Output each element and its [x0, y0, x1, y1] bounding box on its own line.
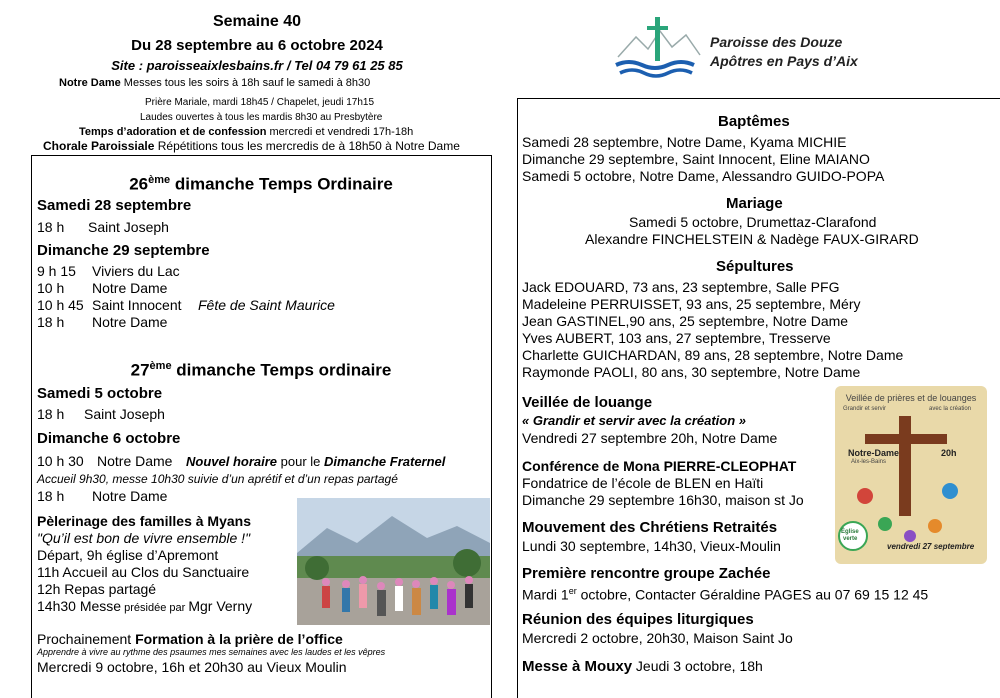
row-place: Viviers du Lac: [92, 263, 180, 279]
poster-city: Aix-les-Bains: [851, 459, 887, 465]
sunday27-rest: dimanche Temps ordinaire: [171, 360, 392, 380]
veillee-sub: « Grandir et servir avec la création »: [522, 413, 747, 428]
conf-line2: Dimanche 29 septembre 16h30, maison st Jo: [522, 492, 804, 508]
pilgrims-photo-icon: [297, 498, 490, 625]
bapteme-3: Samedi 5 octobre, Notre Dame, Alessandro GUIDO-POPA: [522, 168, 885, 184]
nd-text: Messes tous les soirs à 18h sauf le samedi à 8h30: [120, 77, 371, 89]
sunday27-num: 27: [130, 360, 150, 380]
sat5-row: [37, 406, 165, 423]
sat28-row: [37, 219, 169, 236]
mariage-title: Mariage: [726, 195, 783, 212]
presided-by: présidée par: [121, 602, 189, 614]
priere-line: Prière Mariale, mardi 18h45 / Chapelet, jeudi 17h15: [145, 97, 375, 108]
parish-logo: [614, 17, 704, 87]
formation-sub: Apprendre à vivre au rythme des psaumes mes semaines avec les laudes et les vêpres: [37, 647, 386, 657]
bishop-name: Mgr Verny: [188, 598, 253, 614]
sun6-row-1: [37, 453, 445, 470]
poster-time: 20h: [941, 448, 957, 458]
equipes-title: Réunion des équipes liturgiques: [522, 611, 754, 628]
chorale-line: [43, 138, 460, 155]
row-time: 18 h: [37, 406, 65, 422]
poster-sub-left: Grandir et servir: [843, 406, 887, 412]
row-place: Saint Innocent: [92, 297, 182, 313]
sunday27-heading: [0, 358, 522, 379]
row-time: 9 h 15: [37, 263, 76, 279]
chorale-label: Chorale Paroissiale: [43, 139, 155, 153]
sat28-heading: Samedi 28 septembre: [37, 197, 192, 214]
veillee-poster: [835, 386, 987, 564]
laudes-line: Laudes ouvertes à tous les mardis 8h30 au Presbytère: [140, 112, 383, 123]
sun29-row-1: [37, 263, 180, 280]
veillee-title: Veillée de louange: [522, 394, 653, 411]
row-time: 10 h 45: [37, 297, 84, 313]
row-mid: pour le: [277, 454, 325, 469]
notre-dame-line: [59, 75, 370, 92]
week-dates: Du 28 septembre au 6 octobre 2024: [131, 37, 383, 54]
conf-line1: Fondatrice de l’école de BLEN en Haïti: [522, 475, 764, 491]
baptemes-title: Baptêmes: [718, 113, 790, 130]
bapteme-2: Dimanche 29 septembre, Saint Innocent, Eline MAIANO: [522, 151, 870, 167]
logo-line1: Paroisse des Douze: [710, 34, 843, 50]
sunday27-sup: ème: [149, 360, 172, 372]
sepulture-1: Jack EDOUARD, 73 ans, 23 septembre, Salle PFG: [522, 279, 840, 295]
row-time: 10 h 30: [37, 453, 84, 469]
row-time: 18 h: [37, 314, 65, 330]
row-place: Saint Joseph: [84, 406, 165, 422]
poster-place: Notre-Dame: [848, 448, 900, 458]
pelerinage-title: Pèlerinage des familles à Myans: [37, 513, 251, 529]
mariage-1: Samedi 5 octobre, Drumettaz-Clarafond: [629, 214, 877, 230]
sunday26-rest: dimanche Temps Ordinaire: [170, 174, 393, 194]
poster-sub-right: avec la création: [929, 406, 972, 412]
sun6-heading: Dimanche 6 octobre: [37, 430, 181, 447]
nd-label: Notre Dame: [59, 77, 121, 89]
formation-pre: Prochainement: [37, 631, 136, 647]
row-time: 18 h: [37, 488, 65, 504]
sunday26-num: 26: [129, 174, 149, 194]
pelerinage-line-2: 11h Accueil au Clos du Sanctuaire: [37, 564, 250, 580]
poster-badge1: Église: [841, 529, 859, 535]
sepulture-2: Madeleine PERRUISSET, 93 ans, 25 septembre, Méry: [522, 296, 861, 312]
sun29-row-3: [37, 297, 335, 314]
mouxy-text: Jeudi 3 octobre, 18h: [632, 658, 763, 674]
pelerinage-line-3: 12h Repas partagé: [37, 581, 157, 597]
row-time: 18 h: [37, 219, 65, 235]
sun29-heading: Dimanche 29 septembre: [37, 242, 210, 259]
row-place: Notre Dame: [92, 314, 168, 330]
sepulture-6: Raymonde PAOLI, 80 ans, 30 septembre, Notre Dame: [522, 364, 861, 380]
mcr-line: Lundi 30 septembre, 14h30, Vieux-Moulin: [522, 538, 781, 554]
mouxy-title: Messe à Mouxy: [522, 658, 633, 675]
adoration-text: mercredi et vendredi 17h-18h: [266, 126, 414, 138]
pelerinage-quote: "Qu’il est bon de vivre ensemble !": [37, 530, 251, 546]
veillee-date: Vendredi 27 septembre 20h, Notre Dame: [522, 430, 778, 446]
row-time: 10 h: [37, 280, 65, 296]
mcr-title: Mouvement des Chrétiens Retraités: [522, 519, 778, 536]
sunday26-heading: [0, 172, 522, 193]
zachee-pre: Mardi 1: [522, 586, 569, 603]
zachee-title: Première rencontre groupe Zachée: [522, 565, 771, 582]
dimanche-fraternel: Dimanche Fraternel: [324, 454, 446, 469]
zachee-post: octobre, Contacter Géraldine PAGES au 07 69 15 12 45: [576, 586, 929, 603]
mouxy-line: [522, 658, 763, 675]
mariage-2: Alexandre FINCHELSTEIN & Nadège FAUX-GIRARD: [585, 231, 919, 247]
chorale-text: Répétitions tous les mercredis de à 18h50 à Notre Dame: [154, 139, 460, 153]
poster-title: Veillée de prières et de louanges: [845, 393, 977, 403]
conf-title: Conférence de Mona PIERRE-CLEOPHAT: [522, 458, 797, 474]
formation-title: Formation à la prière de l’office: [135, 631, 343, 647]
sunday26-sup: ème: [148, 174, 171, 186]
formation-heading: [37, 631, 343, 648]
sun29-row-2: [37, 280, 167, 297]
cross-mountain-icon: [614, 17, 704, 87]
sat5-heading: Samedi 5 octobre: [37, 385, 163, 402]
adoration-label: Temps d’adoration et de confession: [79, 126, 267, 138]
zachee-line: [522, 583, 928, 604]
sepulture-5: Charlette GUICHARDAN, 89 ans, 28 septembre, Notre Dame: [522, 347, 904, 363]
row-place: Notre Dame: [97, 453, 173, 469]
sepulture-3: Jean GASTINEL,90 ans, 25 septembre, Notre Dame: [522, 313, 849, 329]
poster-date: vendredi 27 septembre: [887, 542, 975, 551]
sun29-row-4: [37, 314, 167, 331]
nouvel-horaire: Nouvel horaire: [186, 454, 278, 469]
row-note: Fête de Saint Maurice: [198, 297, 335, 313]
poster-badge2: verte: [843, 536, 858, 542]
formation-date: Mercredi 9 octobre, 16h et 20h30 au Vieux Moulin: [37, 659, 347, 675]
sepulture-4: Yves AUBERT, 103 ans, 27 septembre, Tresserve: [522, 330, 831, 346]
row-place: Notre Dame: [92, 280, 168, 296]
pelerinage-messe: [37, 598, 252, 617]
sun6-accueil: Accueil 9h30, messe 10h30 suivie d’un aprétif et d’un repas partagé: [37, 472, 398, 486]
bapteme-1: Samedi 28 septembre, Notre Dame, Kyama MICHIE: [522, 134, 847, 150]
equipes-line: Mercredi 2 octobre, 20h30, Maison Saint Jo: [522, 630, 793, 646]
pilgrimage-photo: [297, 498, 490, 625]
sepultures-title: Sépultures: [716, 258, 794, 275]
site-line[interactable]: Site : paroisseaixlesbains.fr / Tel 04 79 61 25 85: [111, 58, 403, 73]
row-place: Saint Joseph: [88, 219, 169, 235]
zachee-sup: er: [568, 586, 577, 596]
row-place: Notre Dame: [92, 488, 168, 504]
logo-line2: Apôtres en Pays d’Aix: [710, 53, 858, 69]
week-title: Semaine 40: [212, 13, 302, 30]
sun6-row-3: [37, 488, 167, 505]
messe-time: 14h30 Messe: [37, 598, 122, 614]
pelerinage-line-1: Départ, 9h église d’Apremont: [37, 547, 219, 563]
